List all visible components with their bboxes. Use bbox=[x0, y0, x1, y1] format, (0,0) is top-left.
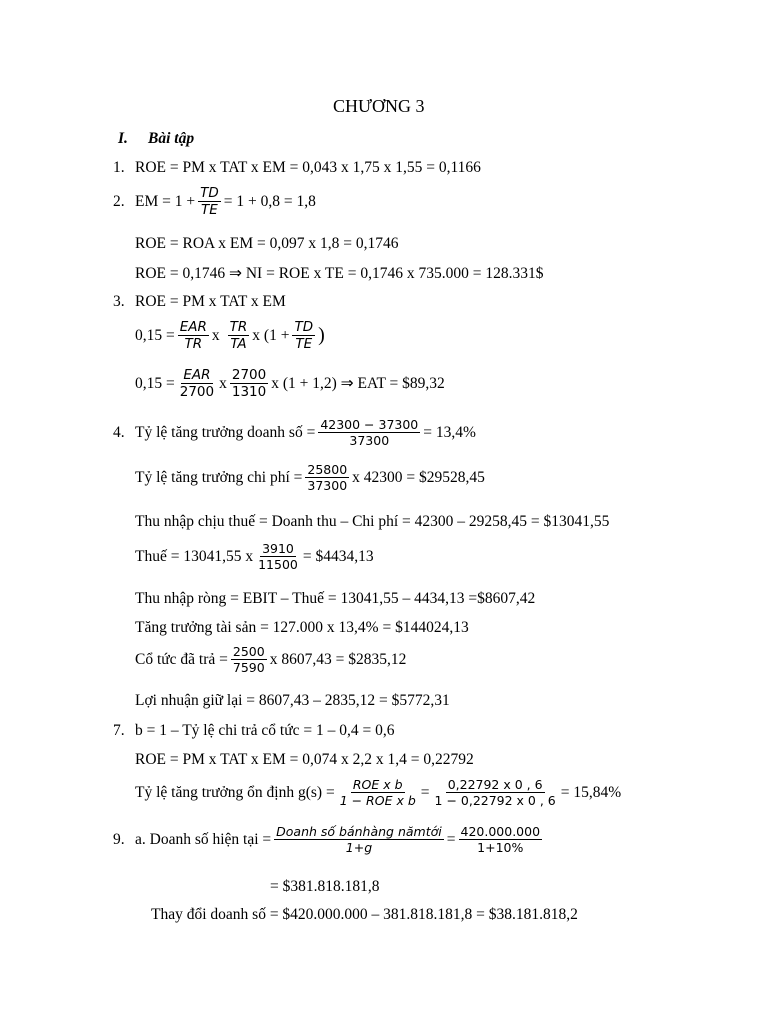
fraction bbox=[459, 825, 543, 854]
problem-4-line-3: Thu nhập chịu thuế = Doanh thu – Chi phí = 42300 – 29258,45 = $13041,55 bbox=[135, 513, 610, 530]
equation-text: x 42300 = $29528,45 bbox=[352, 468, 485, 486]
equation-text: ROE = PM x TAT x EM bbox=[135, 293, 286, 310]
problem-4-line-8: Lợi nhuận giữ lại = 8607,43 – 2835,12 = $5772,31 bbox=[135, 692, 450, 709]
fraction bbox=[274, 825, 444, 854]
fraction-numerator: 2500 bbox=[232, 644, 265, 659]
item-number: 2. bbox=[113, 192, 125, 210]
fraction-denominator: TE bbox=[295, 336, 313, 353]
fraction bbox=[256, 542, 300, 571]
fraction-numerator: 0,22792 x 0 , 6 bbox=[447, 777, 543, 792]
equation-text: x (1 + 1,2) ⇒ EAT = $89,32 bbox=[271, 375, 445, 393]
problem-2-line-1 bbox=[113, 186, 316, 217]
equation-text: = 1 + 0,8 = 1,8 bbox=[223, 192, 316, 210]
fraction-denominator: TE bbox=[201, 202, 218, 219]
fraction-denominator: 37300 bbox=[349, 433, 390, 449]
equation-text: Thuế = 13041,55 x bbox=[135, 547, 254, 565]
fraction bbox=[292, 320, 315, 351]
problem-4-line-7 bbox=[135, 645, 406, 674]
equation-text: = 13,4% bbox=[423, 423, 476, 441]
fraction bbox=[338, 778, 418, 807]
fraction bbox=[230, 368, 268, 399]
fraction-numerator: TR bbox=[229, 319, 248, 335]
multiply-sign: x bbox=[211, 326, 220, 344]
problem-7-line-3 bbox=[135, 778, 621, 807]
fraction-denominator: 1+10% bbox=[477, 840, 524, 856]
fraction-denominator: TA bbox=[230, 336, 247, 353]
paren-close: ) bbox=[318, 324, 325, 347]
fraction-denominator: TR bbox=[184, 336, 203, 353]
fraction-numerator: 2700 bbox=[231, 367, 267, 383]
fraction bbox=[178, 320, 209, 351]
equation-text: = $4434,13 bbox=[302, 547, 374, 565]
equation-text: x 8607,43 = $2835,12 bbox=[269, 650, 407, 668]
fraction bbox=[318, 418, 420, 447]
section-heading bbox=[118, 130, 194, 148]
fraction bbox=[433, 778, 558, 807]
equation-text: = 15,84% bbox=[560, 783, 622, 801]
item-number: 3. bbox=[113, 293, 125, 310]
problem-4-line-1 bbox=[113, 418, 476, 447]
fraction-denominator: 1310 bbox=[231, 384, 267, 401]
problem-3-line-2 bbox=[135, 320, 325, 351]
problem-3-line-1 bbox=[113, 293, 286, 311]
problem-2-line-2: ROE = ROA x EM = 0,097 x 1,8 = 0,1746 bbox=[135, 235, 399, 252]
fraction-denominator: 7590 bbox=[232, 660, 265, 676]
problem-9-line-1 bbox=[113, 825, 545, 854]
equation-text: a. Doanh số hiện tại = bbox=[135, 830, 272, 848]
multiply-sign: x bbox=[219, 374, 227, 392]
equation-text: EM = 1 + bbox=[135, 192, 196, 210]
fraction-numerator: 42300 − 37300 bbox=[320, 417, 419, 432]
equation-text: x (1 + bbox=[252, 326, 290, 344]
problem-7-line-2: ROE = PM x TAT x EM = 0,074 x 2,2 x 1,4 = 0,22792 bbox=[135, 751, 474, 768]
problem-3-line-3 bbox=[135, 368, 445, 399]
equation-text: Tỷ lệ tăng trưởng doanh số = bbox=[135, 423, 316, 441]
problem-4-line-2 bbox=[135, 463, 485, 492]
fraction bbox=[198, 186, 221, 217]
fraction bbox=[228, 320, 250, 351]
section-label: Bài tập bbox=[148, 130, 195, 147]
fraction-numerator: 25800 bbox=[307, 462, 348, 477]
problem-4-line-6: Tăng trưởng tài sản = 127.000 x 13,4% = $144024,13 bbox=[135, 619, 469, 636]
fraction-denominator: 2700 bbox=[179, 384, 215, 401]
fraction-numerator: TD bbox=[200, 185, 219, 201]
fraction-denominator: 1 − ROE x b bbox=[339, 793, 416, 809]
fraction-numerator: ROE x b bbox=[352, 777, 403, 792]
problem-4-line-4 bbox=[135, 542, 374, 571]
equation-text: ROE = PM x TAT x EM = 0,043 x 1,75 x 1,55 = 0,1166 bbox=[135, 159, 481, 176]
item-number: 1. bbox=[113, 159, 125, 176]
problem-4-line-5: Thu nhập ròng = EBIT – Thuế = 13041,55 – 4434,13 =$8607,42 bbox=[135, 590, 536, 607]
item-number: 9. bbox=[113, 830, 125, 848]
problem-1 bbox=[113, 159, 481, 177]
problem-9-line-2: = $381.818.181,8 bbox=[270, 878, 380, 895]
equation-text: b = 1 – Tỷ lệ chi trả cổ tức = 1 – 0,4 = 0,6 bbox=[135, 722, 395, 739]
page-title: CHƯƠNG 3 bbox=[333, 96, 425, 116]
problem-2-line-3: ROE = 0,1746 ⇒ NI = ROE x TE = 0,1746 x 735.000 = 128.331$ bbox=[135, 265, 544, 282]
equation-text: Tỷ lệ tăng trưởng ổn định g(s) = bbox=[135, 783, 335, 801]
equation-text: 0,15 = bbox=[135, 326, 175, 344]
problem-9-line-3: Thay đổi doanh số = $420.000.000 – 381.818.181,8 = $38.181.818,2 bbox=[151, 906, 578, 923]
fraction-numerator: TD bbox=[294, 319, 314, 335]
fraction-numerator: 3910 bbox=[262, 541, 294, 556]
fraction-numerator: EAR bbox=[179, 319, 207, 335]
fraction-denominator: 1+g bbox=[345, 840, 373, 856]
equation-text: 0,15 = bbox=[135, 374, 175, 392]
equation-text: Cổ tức đã trả = bbox=[135, 650, 228, 668]
equals-sign: = bbox=[446, 830, 456, 848]
equation-text: Tỷ lệ tăng trưởng chi phí = bbox=[135, 468, 303, 486]
section-roman: I. bbox=[118, 130, 128, 147]
fraction bbox=[178, 368, 216, 399]
item-number: 4. bbox=[113, 423, 125, 441]
equals-sign: = bbox=[420, 783, 430, 801]
fraction bbox=[231, 645, 267, 674]
fraction-denominator: 11500 bbox=[258, 557, 298, 573]
fraction-numerator: Doanh số bánhàng nămtới bbox=[276, 824, 442, 839]
fraction-denominator: 1 − 0,22792 x 0 , 6 bbox=[434, 793, 556, 809]
fraction-numerator: EAR bbox=[183, 367, 211, 383]
fraction-denominator: 37300 bbox=[307, 478, 348, 494]
problem-7-line-1 bbox=[113, 722, 394, 740]
fraction-numerator: 420.000.000 bbox=[460, 824, 541, 839]
item-number: 7. bbox=[113, 722, 125, 739]
fraction bbox=[305, 463, 349, 492]
